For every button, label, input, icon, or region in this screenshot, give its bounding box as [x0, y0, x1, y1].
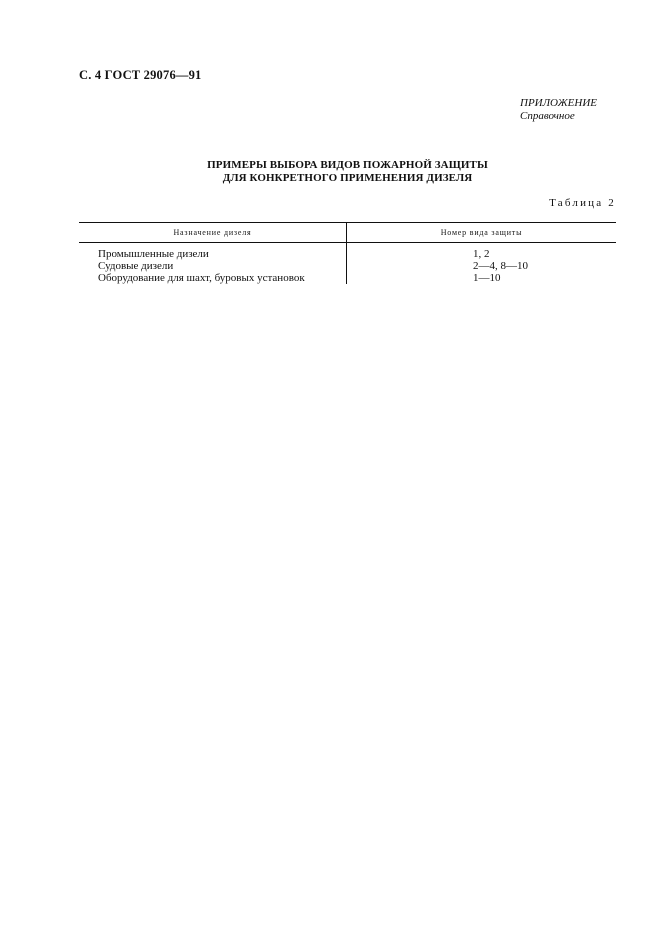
appendix-title: ПРИЛОЖЕНИЕ: [520, 97, 597, 109]
cell-number: 1, 2: [473, 248, 490, 260]
cell-number: 1—10: [473, 272, 501, 284]
document-title-line-1: ПРИМЕРЫ ВЫБОРА ВИДОВ ПОЖАРНОЙ ЗАЩИТЫ: [207, 159, 488, 171]
page-header: С. 4 ГОСТ 29076—91: [79, 68, 202, 82]
table-row: [79, 260, 616, 272]
cell-purpose: Промышленные дизели: [79, 243, 347, 261]
cell-number: 2—4, 8—10: [473, 260, 528, 272]
appendix-label: [520, 97, 597, 123]
table-label: Таблица 2: [549, 197, 616, 209]
appendix-type: Справочное: [520, 110, 575, 122]
column-header-purpose: Назначение дизеля: [79, 223, 347, 243]
protection-types-table: [79, 222, 616, 284]
table-row: [79, 243, 616, 261]
column-header-number: Номер вида защиты: [347, 223, 617, 243]
document-title: [79, 159, 616, 185]
cell-purpose: Судовые дизели: [79, 260, 347, 272]
cell-purpose: Оборудование для шахт, буровых установок: [79, 272, 347, 284]
document-title-line-2: ДЛЯ КОНКРЕТНОГО ПРИМЕНЕНИЯ ДИЗЕЛЯ: [222, 172, 473, 184]
table-row: [79, 272, 616, 284]
table-header-row: [79, 223, 616, 243]
